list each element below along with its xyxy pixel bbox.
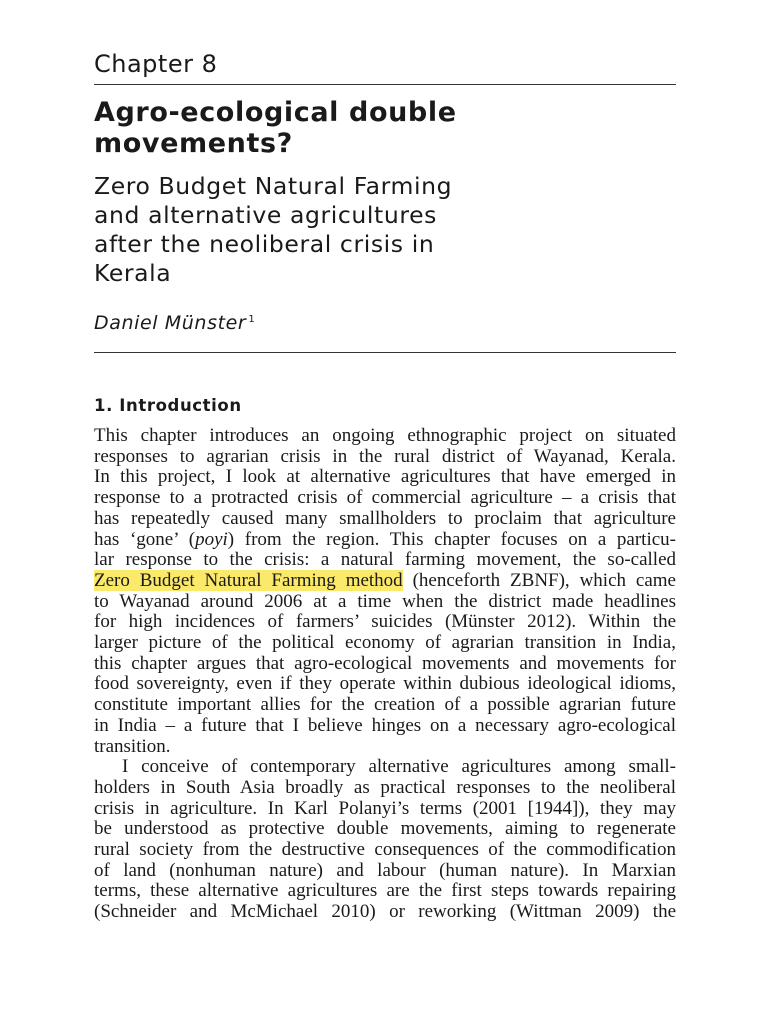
text-line: of land (nonhuman nature) and labour (human nature). In Marxian [94,859,676,881]
text-line: holders in South Asia broadly as practical responses to the neoliberal [94,776,676,798]
text-line: transition. [94,735,171,757]
chapter-label: Chapter 8 [94,50,218,78]
text-line: has repeatedly caused many smallholders to proclaim that agriculture [94,507,676,529]
chapter-title [94,97,654,159]
highlighted-text[interactable]: Zero Budget Natural Farming method [94,569,403,591]
subtitle-line: after the neoliberal crisis in [94,230,435,258]
text-line: terms, these alternative agricultures are the first steps towards repairing [94,880,676,902]
text-segment: has ‘gone’ ( [94,528,196,550]
author-byline [94,312,255,334]
text-line: to Wayanad around 2006 at a time when the district made headlines [94,590,676,612]
author-footnote-marker[interactable]: 1 [248,314,256,325]
text-line: for high incidences of farmers’ suicides (Münster 2012). Within the [94,611,676,633]
top-rule [94,84,676,85]
text-line: larger picture of the political economy of agrarian transition in India, [94,632,676,654]
chapter-subtitle [94,172,654,288]
text-line: constitute important allies for the creation of a possible agrarian future [94,694,676,716]
text-line: (Schneider and McMichael 2010) or reworking (Wittman 2009) the [94,901,676,923]
text-line: lar response to the crisis: a natural farming movement, the so-called [94,549,676,571]
text-line: In this project, I look at alternative agricultures that have emerged in [94,466,676,488]
text-line: I conceive of contemporary alternative agricultures among small- [122,756,676,778]
text-line [94,571,676,592]
text-segment: ) from the region. This chapter focuses on a particu- [227,528,676,550]
subtitle-line: and alternative agricultures [94,201,438,229]
text-line: rural society from the destructive consequences of the commodification [94,839,676,861]
text-line: responses to agrarian crisis in the rural district of Wayanad, Kerala. [94,445,676,467]
subtitle-line: Zero Budget Natural Farming [94,172,453,200]
chapter-title-line: Agro-ecological double [94,97,457,128]
author-name: Daniel Münster [94,312,247,334]
text-line: in India – a future that I believe hinges on a necessary agro-ecological [94,714,676,736]
bottom-rule [94,352,676,353]
subtitle-line: Kerala [94,259,172,287]
text-line: food sovereignty, even if they operate within dubious ideological idioms, [94,673,676,695]
body-text [94,426,676,923]
italic-term: poyi [195,528,228,550]
text-line: this chapter argues that agro-ecological movements and movements for [94,652,676,674]
section-heading: 1. Introduction [94,396,242,415]
text-line [94,530,676,551]
text-line: response to a protracted crisis of commercial agriculture – a crisis that [94,487,676,509]
text-line: be understood as protective double movements, aiming to regenerate [94,818,676,840]
text-line: crisis in agriculture. In Karl Polanyi’s terms (2001 [1944]), they may [94,797,676,819]
text-segment: (henceforth ZBNF), which came [402,569,676,591]
chapter-title-line: movements? [94,128,293,159]
text-line: This chapter introduces an ongoing ethnographic project on situated [94,425,676,446]
